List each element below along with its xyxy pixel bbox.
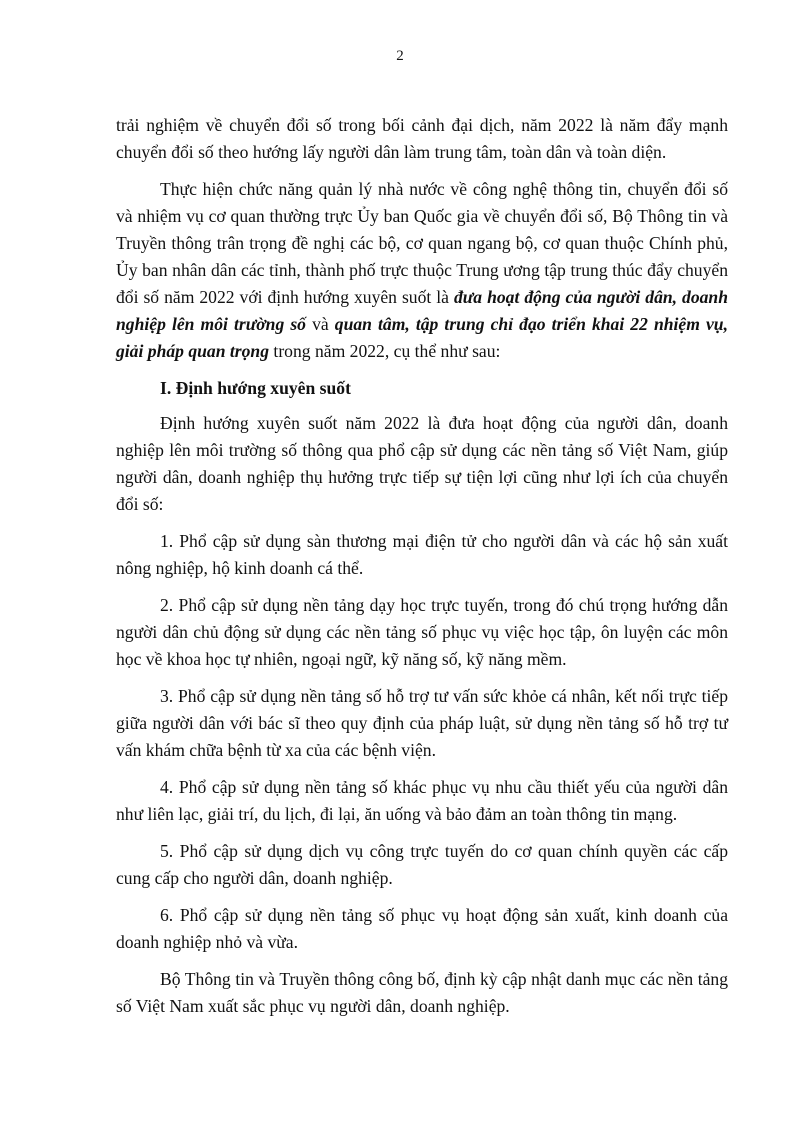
section-heading: I. Định hướng xuyên suốt — [160, 378, 351, 398]
document-body — [116, 112, 728, 1030]
list-item-6: 6. Phổ cập sử dụng nền tảng số phục vụ hoạt động sản xuất, kinh doanh của doanh nghiệp nhỏ và vừa. — [116, 905, 728, 952]
list-item-2: 2. Phổ cập sử dụng nền tảng dạy học trực tuyến, trong đó chú trọng hướng dẫn người dân chủ động sử dụng các nền tảng số phục vụ việc học tập, ôn luyện các môn học về khoa học tự nhiên, ngoại ngữ, kỹ năng số, kỹ năng mềm. — [116, 595, 728, 669]
paragraph-main-request — [116, 176, 728, 365]
paragraph-orientation: Định hướng xuyên suốt năm 2022 là đưa hoạt động của người dân, doanh nghiệp lên môi trường số thông qua phổ cập sử dụng các nền tảng số Việt Nam, giúp người dân, doanh nghiệp thụ hưởng trực tiếp sự tiện lợi cũng như lợi ích của chuyển đổi số: — [116, 413, 728, 514]
list-item-5: 5. Phổ cập sử dụng dịch vụ công trực tuyến do cơ quan chính quyền các cấp cung cấp cho người dân, doanh nghiệp. — [116, 841, 728, 888]
paragraph-intro-continuation: trải nghiệm về chuyển đổi số trong bối cảnh đại dịch, năm 2022 là năm đẩy mạnh chuyển đổi số theo hướng lấy người dân làm trung tâm, toàn dân và toàn diện. — [116, 115, 728, 162]
list-item-3: 3. Phổ cập sử dụng nền tảng số hỗ trợ tư vấn sức khỏe cá nhân, kết nối trực tiếp giữa người dân với bác sĩ theo quy định của pháp luật, sử dụng nền tảng số hỗ trợ tư vấn khám chữa bệnh từ xa của các bệnh viện. — [116, 686, 728, 760]
main-text-1: Thực hiện chức năng quản lý nhà nước về công nghệ thông tin, chuyển đổi số và nhiệm vụ cơ quan thường trực Ủy ban Quốc gia về chuyển đổi số, Bộ Thông tin và Truyền thông trân trọng đề nghị các bộ, cơ quan ngang bộ, cơ quan thuộc Chính phủ, Ủy ban nhân dân các tỉnh, thành phố trực thuộc Trung ương tập trung thúc đẩy chuyển đổi số năm 2022 với định hướng xuyên suốt là — [116, 179, 728, 307]
list-item-4: 4. Phổ cập sử dụng nền tảng số khác phục vụ nhu cầu thiết yếu của người dân như liên lạc, giải trí, du lịch, đi lại, ăn uống và bảo đảm an toàn thông tin mạng. — [116, 777, 728, 824]
paragraph-closing: Bộ Thông tin và Truyền thông công bố, định kỳ cập nhật danh mục các nền tảng số Việt Nam xuất sắc phục vụ người dân, doanh nghiệp. — [116, 969, 728, 1016]
main-text-2: và — [305, 314, 335, 334]
main-emphasis-2: quan tâm, tập trung chỉ đạo triển khai 22 nhiệm vụ, giải pháp quan trọng — [116, 314, 728, 361]
page-number: 2 — [396, 48, 404, 64]
main-text-3: trong năm 2022, cụ thể như sau: — [269, 341, 501, 361]
main-emphasis-1: đưa hoạt động của người dân, doanh nghiệp lên môi trường số — [116, 287, 729, 334]
list-item-1: 1. Phổ cập sử dụng sàn thương mại điện tử cho người dân và các hộ sản xuất nông nghiệp, hộ kinh doanh cá thể. — [116, 531, 728, 578]
